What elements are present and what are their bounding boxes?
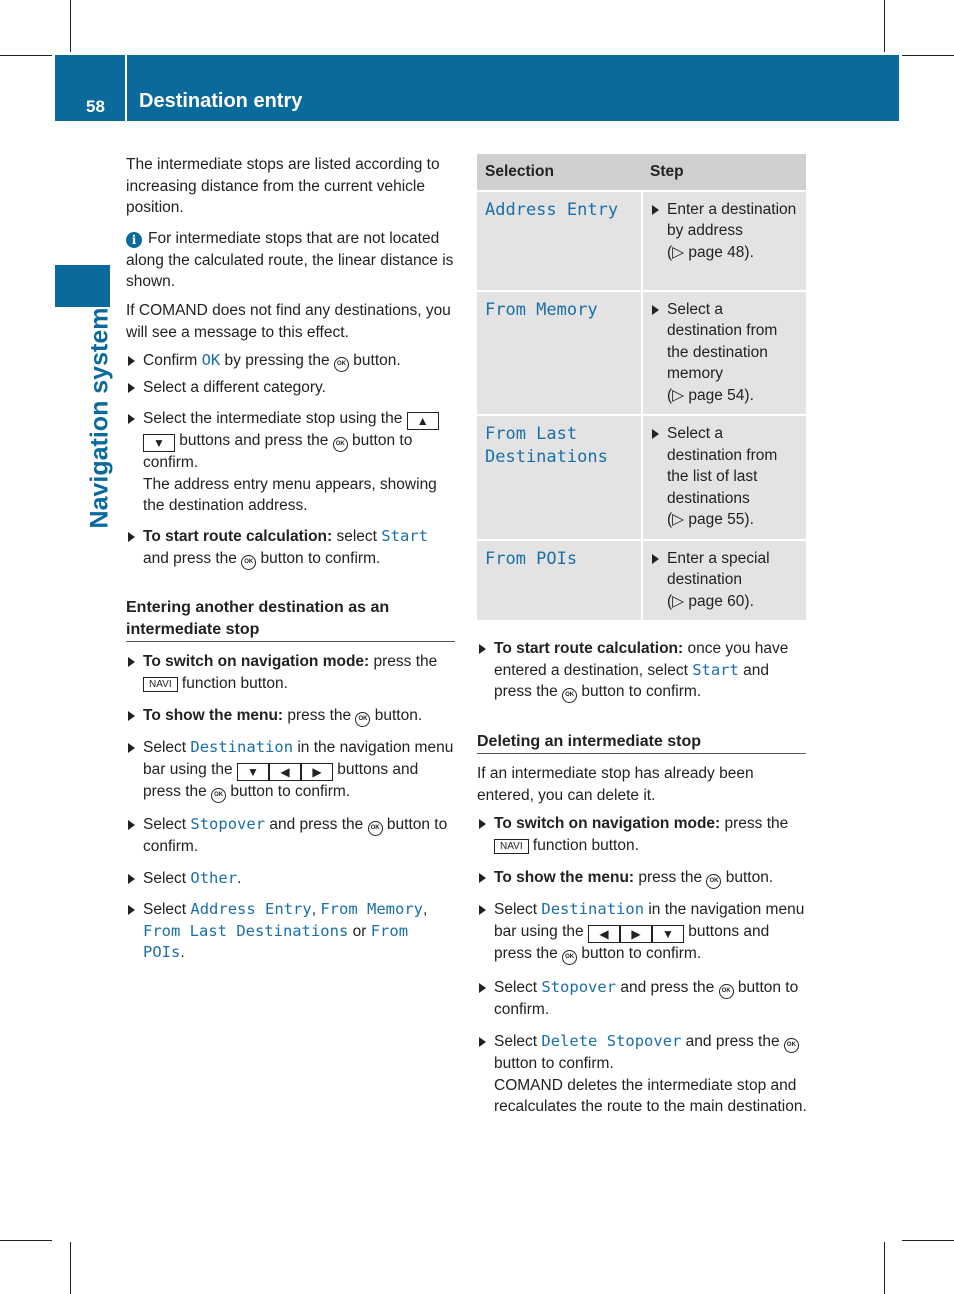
- side-label: Navigation system: [85, 307, 114, 529]
- table-cell: Enter a special destination (▷ page 60).: [642, 540, 806, 621]
- down-button-icon: ▼: [237, 763, 269, 781]
- paragraph: The intermediate stops are listed according to increasing distance from the current vehicle position.: [126, 156, 440, 216]
- step: Select Stopover and press the OK button to confirm.: [126, 814, 456, 858]
- ok-button-icon: OK: [355, 712, 370, 727]
- ok-button-icon: OK: [241, 555, 256, 570]
- table-header-row: [477, 154, 806, 191]
- ok-button-icon: OK: [368, 821, 383, 836]
- step: Select Stopover and press the OK button to confirm.: [477, 977, 807, 1021]
- table-row: [477, 540, 806, 621]
- page-title: Destination entry: [139, 90, 303, 112]
- ok-button-icon: OK: [333, 437, 348, 452]
- ok-button-icon: OK: [334, 357, 349, 372]
- ok-button-icon: OK: [719, 984, 734, 999]
- up-button-icon: ▲: [407, 412, 439, 430]
- ok-button-icon: OK: [562, 950, 577, 965]
- crop-mark: [902, 55, 954, 56]
- step: Select Other.: [126, 868, 456, 890]
- ok-button-icon: OK: [211, 788, 226, 803]
- table-cell: Select a destination from the list of last destinations (▷ page 55).: [642, 415, 806, 540]
- step: To show the menu: press the OK button.: [126, 705, 456, 727]
- step: To start route calculation: select Start and press the OK button to confirm.: [126, 526, 456, 570]
- paragraph: If an intermediate stop has already been entered, you can delete it.: [477, 765, 754, 804]
- navi-key-icon: NAVI: [494, 839, 529, 854]
- section-heading: Entering another destination as an intermediate stop: [126, 599, 390, 638]
- paragraph: If COMAND does not find any destinations, you will see a message to this effect.: [126, 302, 451, 341]
- heading-rule: [126, 641, 455, 642]
- crop-mark: [902, 1240, 954, 1241]
- step: Select Destination in the navigation menu bar using the ▼ ◀ ▶ buttons and press the OK button to confirm.: [126, 737, 456, 803]
- crop-mark: [70, 1242, 71, 1294]
- table-cell: From POIs: [477, 540, 642, 621]
- right-button-icon: ▶: [620, 925, 652, 943]
- table-cell: Address Entry: [477, 191, 642, 291]
- step: To show the menu: press the OK button.: [477, 867, 807, 889]
- step: To switch on navigation mode: press the NAVI function button.: [126, 651, 456, 694]
- info-text: For intermediate stops that are not located along the calculated route, the linear distance is shown.: [126, 230, 454, 290]
- crop-mark: [884, 0, 885, 52]
- down-button-icon: ▼: [143, 434, 175, 452]
- header-divider: [125, 55, 127, 121]
- left-button-icon: ◀: [269, 763, 301, 781]
- info-icon: i: [126, 232, 142, 248]
- table-cell: Enter a destination by address (▷ page 48).: [642, 191, 806, 291]
- step: Select Address Entry, From Memory, From Last Destinations or From POIs.: [126, 899, 456, 964]
- heading-rule: [477, 753, 806, 754]
- table-cell: From Last Destinations: [477, 415, 642, 540]
- table-row: [477, 191, 806, 291]
- crop-mark: [884, 1242, 885, 1294]
- step: To switch on navigation mode: press the NAVI function button.: [477, 813, 807, 856]
- table-cell: Select a destination from the destination memory (▷ page 54).: [642, 291, 806, 416]
- right-button-icon: ▶: [301, 763, 333, 781]
- table-header-cell: Step: [642, 154, 806, 191]
- table-cell: From Memory: [477, 291, 642, 416]
- step: To start route calculation: once you have entered a destination, select Start and press the OK button to confirm.: [477, 638, 807, 703]
- step: Select Destination in the navigation menu bar using the ◀ ▶ ▼ buttons and press the OK button to confirm.: [477, 899, 807, 965]
- down-button-icon: ▼: [652, 925, 684, 943]
- step: Select a different category.: [126, 377, 456, 399]
- table-header-cell: Selection: [477, 154, 642, 191]
- navi-key-icon: NAVI: [143, 677, 178, 692]
- table-row: [477, 415, 806, 540]
- ok-button-icon: OK: [784, 1038, 799, 1053]
- crop-mark: [70, 0, 71, 52]
- crop-mark: [0, 1240, 52, 1241]
- ok-button-icon: OK: [706, 874, 721, 889]
- selection-table: [477, 154, 806, 620]
- step: Select the intermediate stop using the ▲▼ buttons and press the OK button to confirm. The address entry menu appears, showing the destination address.: [126, 408, 456, 517]
- left-button-icon: ◀: [588, 925, 620, 943]
- info-note: [126, 228, 456, 293]
- crop-mark: [0, 55, 52, 56]
- ok-button-icon: OK: [562, 688, 577, 703]
- page-number: 58: [86, 97, 105, 116]
- step: Confirm OK by pressing the OK button.: [126, 350, 456, 372]
- section-heading: Deleting an intermediate stop: [477, 733, 702, 750]
- side-tab: [55, 265, 110, 307]
- table-row: [477, 291, 806, 416]
- step: Select Delete Stopover and press the OK button to confirm. COMAND deletes the intermediate stop and recalculates the route to the main destination.: [477, 1031, 807, 1118]
